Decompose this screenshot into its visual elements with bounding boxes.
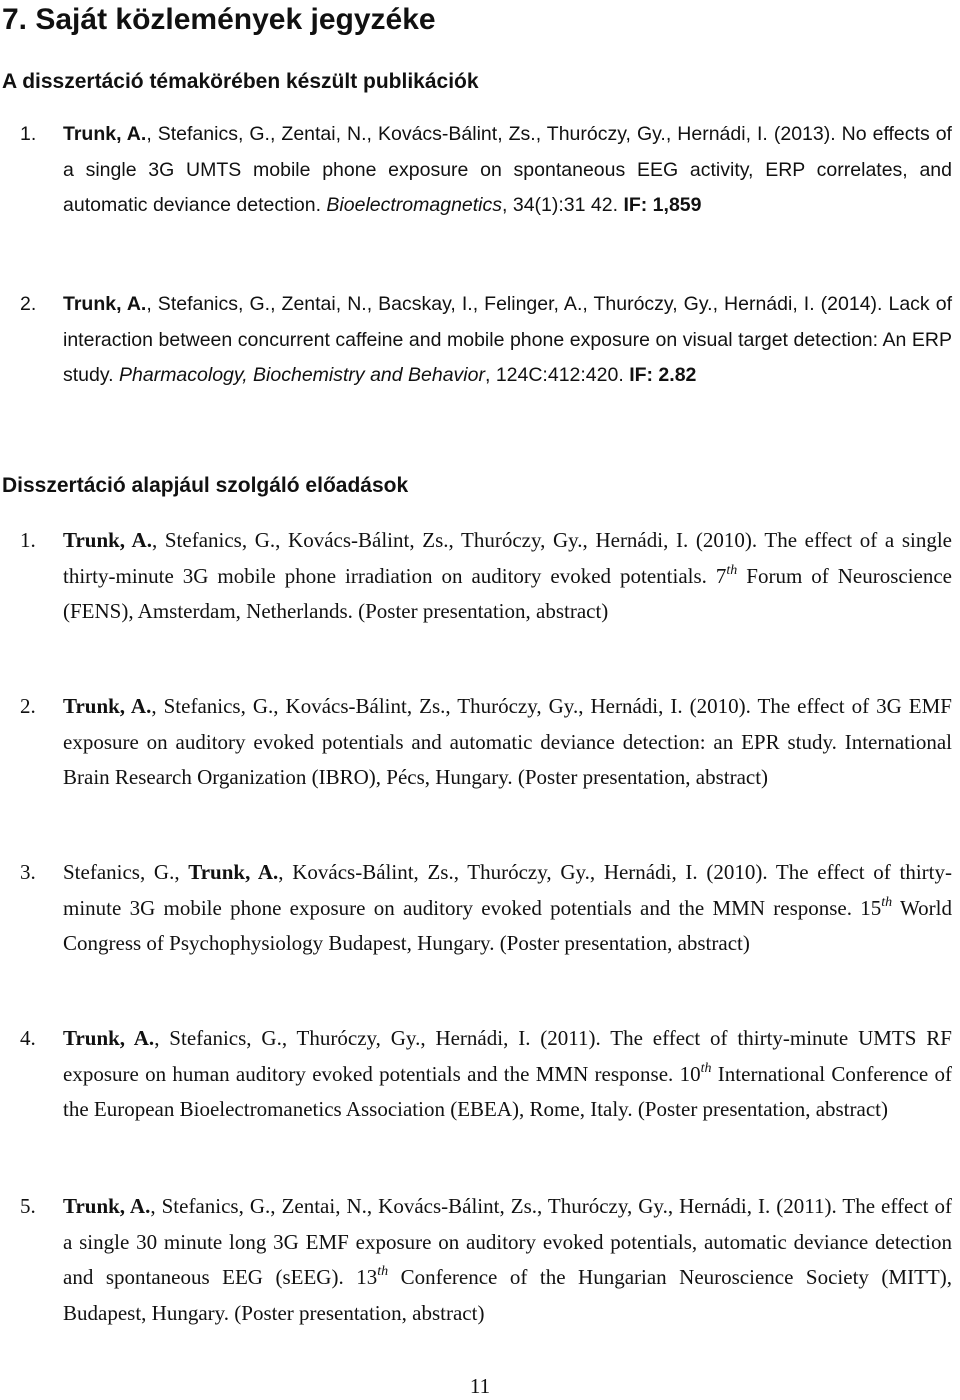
coauthor-prefix: Stefanics, G., [63, 860, 189, 884]
impact-factor: IF: 2.82 [629, 364, 697, 386]
journal-name: Bioelectromagnetics [326, 194, 503, 216]
ordinal-suffix: th [726, 562, 738, 578]
presentation-item [0, 523, 960, 630]
section-title-publications: A disszertáció témakörében készült publikációk [2, 70, 479, 93]
citation-text: , Stefanics, G., Zentai, N., Bacskay, I., Felinger, A., Thuróczy, Gy., Hernádi, I. (2014). Lack of interaction between concurrent caffeine and mobile phone exposure on visual target detection: An ERP study. [63, 293, 952, 386]
citation-text: , Stefanics, G., Zentai, N., Kovács-Bálint, Zs., Thuróczy, Gy., Hernádi, I. (2011). The effect of a single 30 minute long 3G EMF exposure on auditory evoked potentials, automatic deviance detection and spontaneous EEG (sEEG). 13 [63, 1194, 952, 1289]
author-highlight: Trunk, A. [63, 293, 147, 315]
chapter-heading: 7. Saját közlemények jegyzéke [2, 3, 436, 36]
author-highlight: Trunk, A. [63, 694, 152, 718]
ordinal-suffix: th [377, 1264, 389, 1279]
author-highlight: Trunk, A. [63, 123, 147, 145]
page-number: 11 [469, 1374, 491, 1398]
item-number: 2. [20, 694, 36, 718]
citation-text-continued: Forum of Neuroscience (FENS), Amsterdam, Netherlands. (Poster presentation, abstract) [63, 563, 952, 623]
author-highlight: Trunk, A. [63, 528, 152, 552]
author-highlight: Trunk, A. [63, 1194, 151, 1218]
citation-text: , Kovács-Bálint, Zs., Thuróczy, Gy., Hernádi, I. (2010). The effect of thirty-minute 3G mobile phone exposure on auditory evoked potentials and the MMN response. 15 [63, 860, 952, 920]
presentation-item [0, 1189, 960, 1331]
author-highlight: Trunk, A. [188, 860, 279, 884]
author-highlight: Trunk, A. [63, 1026, 155, 1050]
citation-text: , Stefanics, G., Kovács-Bálint, Zs., Thuróczy, Gy., Hernádi, I. (2010). The effect of a single thirty-minute 3G mobile phone irradiation on auditory evoked potentials. 7 [63, 528, 952, 588]
citation-text: , Stefanics, G., Zentai, N., Kovács-Bálint, Zs., Thuróczy, Gy., Hernádi, I. (2013). No effects of a single 3G UMTS mobile phone exposure on spontaneous EEG activity, ERP correlates, and automatic deviance detection. [63, 123, 952, 216]
citation-text: , Stefanics, G., Kovács-Bálint, Zs., Thuróczy, Gy., Hernádi, I. (2010). The effect of 3G EMF exposure on auditory evoked potentials and automatic deviance detection: an EPR study. International Brain Research Organization (IBRO), Pécs, Hungary. (Poster presentation, abstract) [63, 694, 952, 789]
item-number: 1. [20, 528, 36, 552]
item-number: 3. [20, 860, 36, 884]
ordinal-suffix: th [700, 1060, 712, 1076]
presentation-item [0, 689, 960, 796]
section-title-presentations: Disszertáció alapjául szolgáló előadások [2, 474, 409, 497]
item-number: 5. [20, 1194, 36, 1218]
item-number: 4. [20, 1026, 36, 1050]
citation-details: , 34(1):31 42. [502, 194, 624, 216]
presentation-item [0, 855, 960, 962]
impact-factor: IF: 1,859 [623, 194, 702, 216]
citation-text-continued: International Conference of the European Bioelectromanetics Association (EBEA), Rome, Italy. (Poster presentation, abstract) [63, 1061, 952, 1121]
citation-text-continued: Conference of the Hungarian Neuroscience Society (MITT), Budapest, Hungary. (Poster presentation, abstract) [63, 1265, 952, 1325]
citation-details: , 124C:412:420. [484, 364, 630, 386]
publication-item [0, 117, 960, 224]
presentation-item [0, 1021, 960, 1128]
journal-name: Pharmacology, Biochemistry and Behavior [119, 364, 485, 386]
citation-text-continued: World Congress of Psychophysiology Budapest, Hungary. (Poster presentation, abstract) [63, 895, 952, 955]
item-number: 1. [20, 123, 37, 145]
item-number: 2. [20, 293, 37, 315]
publication-item [0, 287, 960, 394]
ordinal-suffix: th [881, 894, 893, 910]
citation-text: , Stefanics, G., Thuróczy, Gy., Hernádi, I. (2011). The effect of thirty-minute UMTS RF exposure on human auditory evoked potentials and the MMN response. 10 [63, 1026, 952, 1086]
